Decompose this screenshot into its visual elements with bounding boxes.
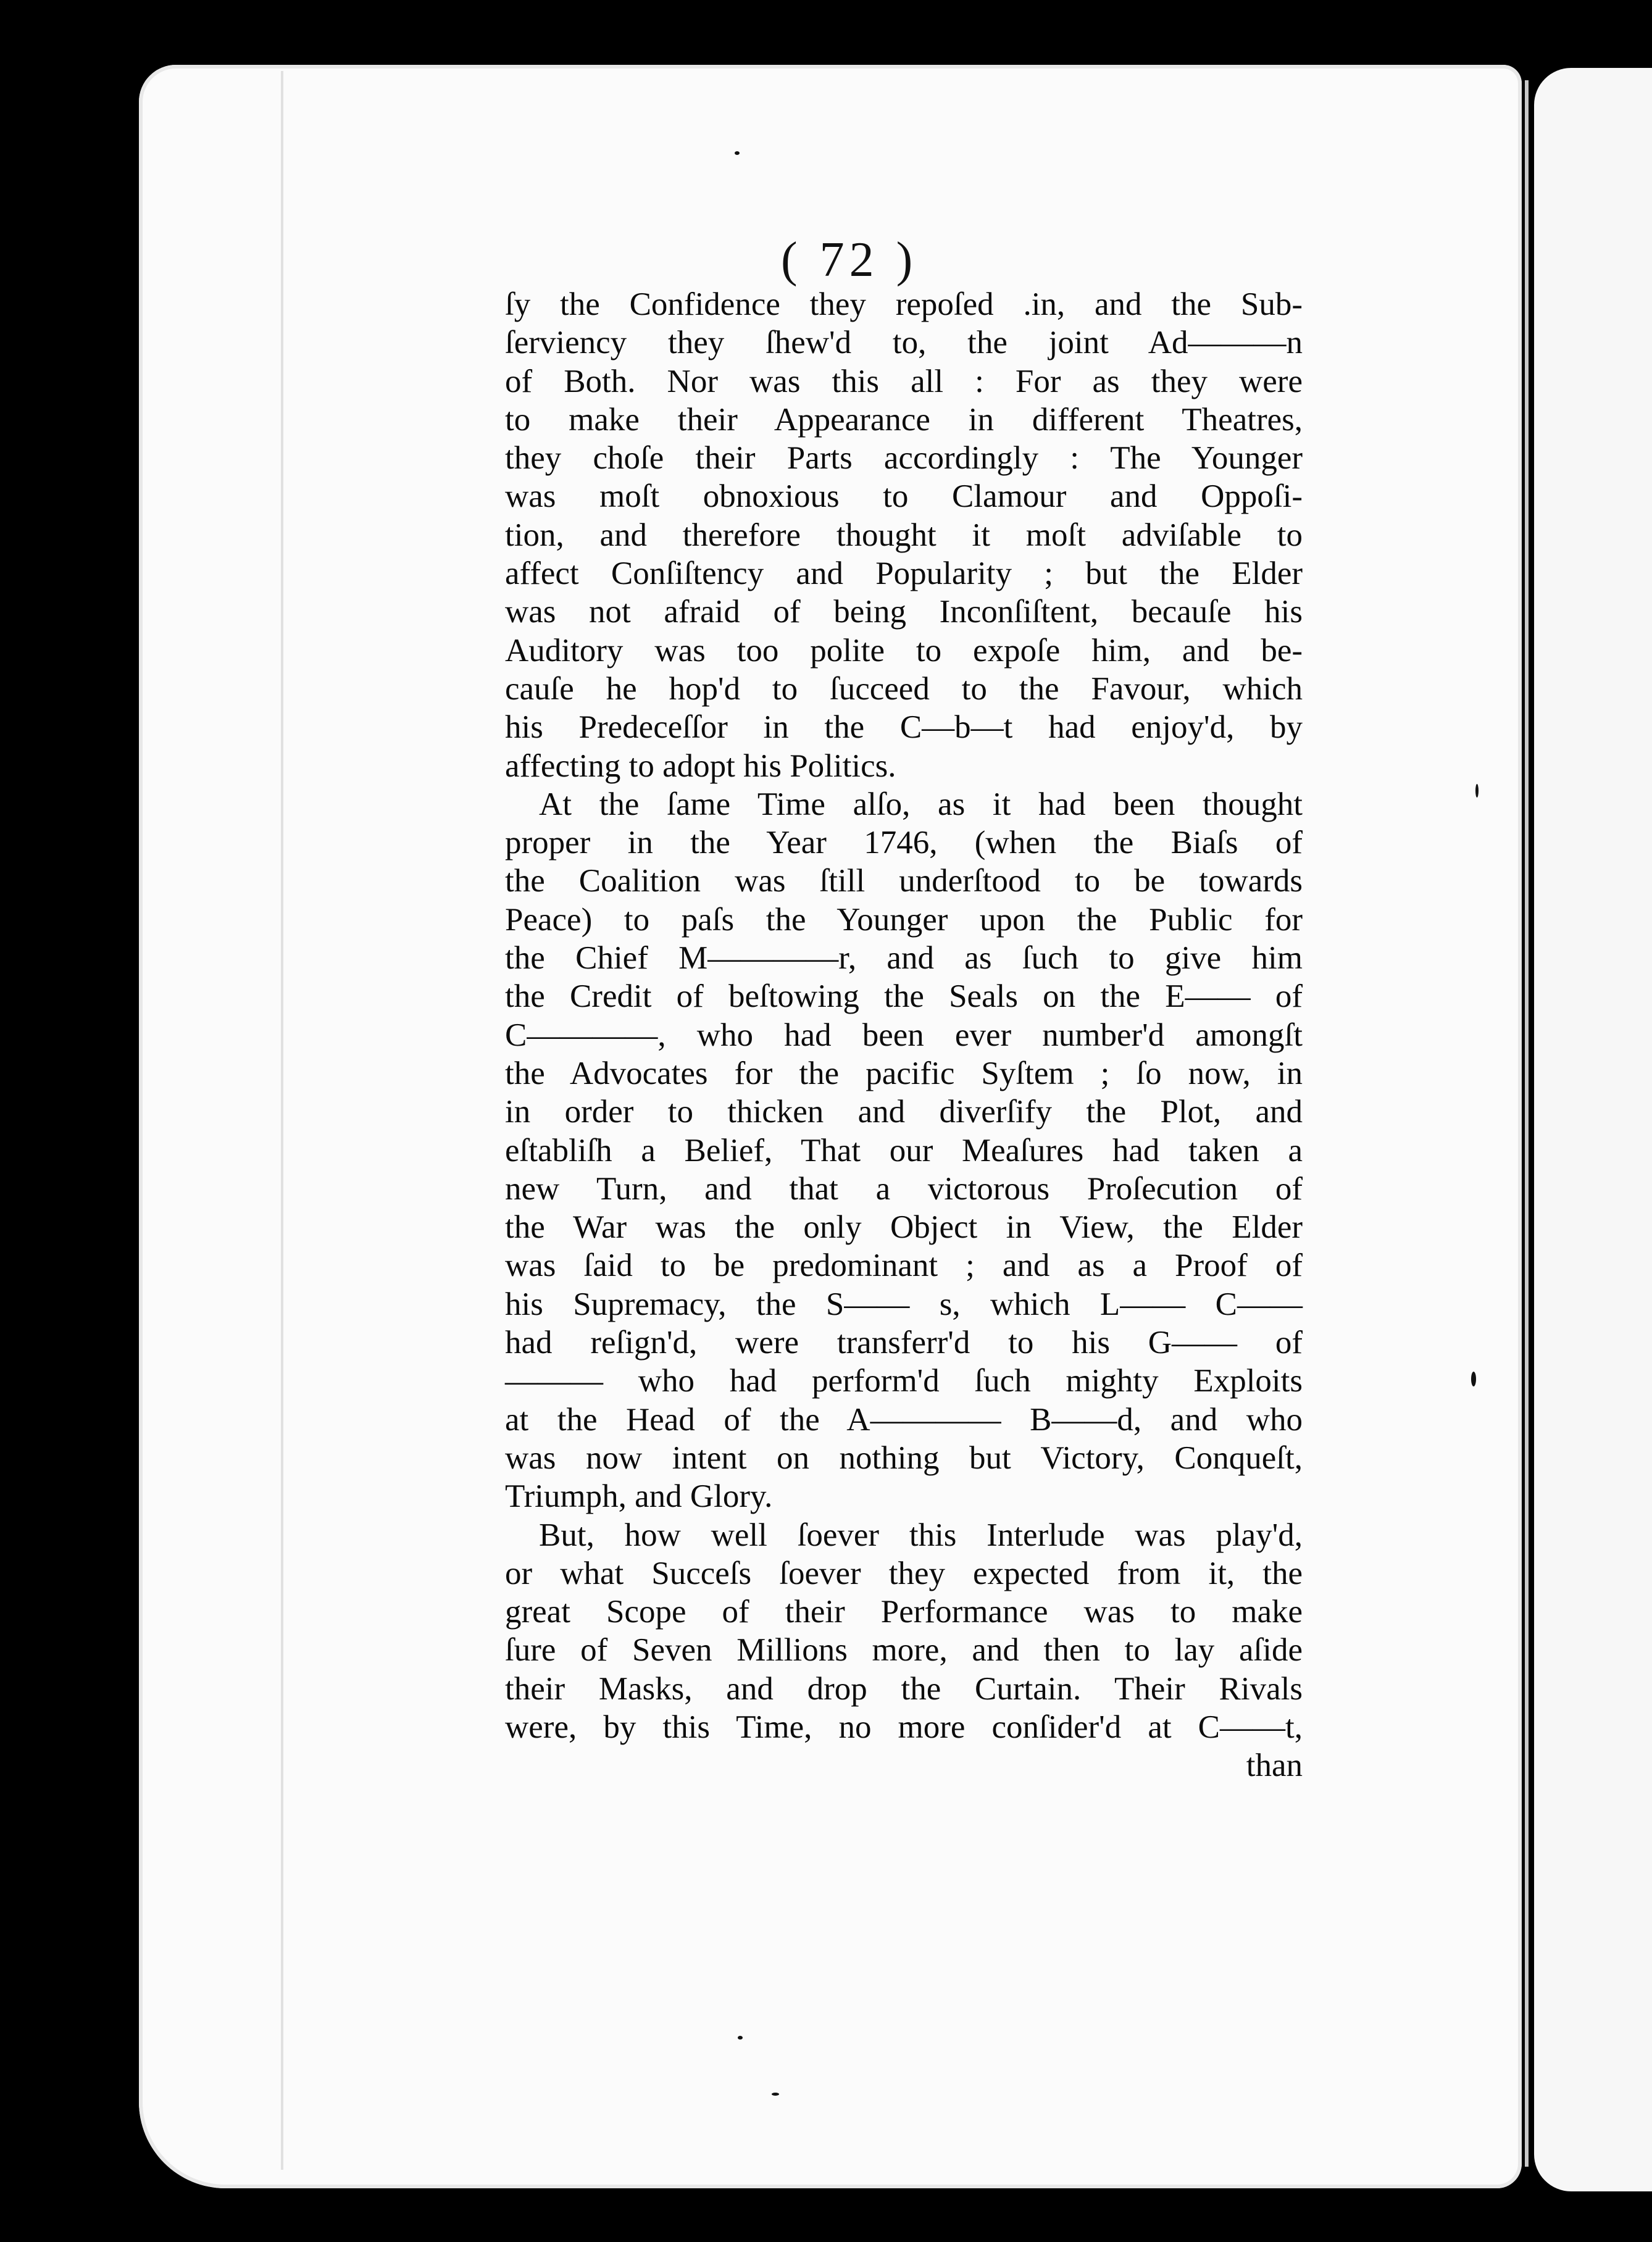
facing-page-edge [1534,68,1652,2191]
text-line: great Scope of their Performance was to make [505,1594,1303,1630]
body-text [505,285,1303,1785]
text-line: their Masks, and drop the Curtain. Their Rivals [505,1670,1303,1707]
text-line: But, how well ſoever this Interlude was play'd, [539,1517,1303,1553]
text-line: the War was the only Object in View, the Elder [505,1209,1303,1246]
page-number-header: ( 72 ) [781,233,918,287]
text-line: ſy the Confidence they repoſed .in, and the Sub- [505,286,1303,322]
text-line: in order to thicken and diverſify the Plot, and [505,1094,1303,1130]
text-line: the Chief M————r, and as ſuch to give him [505,940,1303,977]
text-line: his Supremacy, the S—— s, which L—— C—— [505,1286,1303,1322]
text-line: was now intent on nothing but Victory, Conqueſt, [505,1440,1303,1476]
text-line: Peace) to paſs the Younger upon the Public for [505,901,1303,938]
page-fold-shadow [281,71,302,2170]
text-line: was not afraid of being Inconſiſtent, becauſe his [505,594,1303,630]
ink-speck [1471,1372,1476,1386]
text-line: at the Head of the A———— B——d, and who [505,1401,1303,1438]
text-line: they choſe their Parts accordingly : The Younger [505,440,1303,477]
catchword: than [1246,1748,1303,1784]
text-line: or what Succeſs ſoever they expected from it, the [505,1555,1303,1591]
text-line: Triumph, and Glory. [505,1478,773,1515]
text-line: to make their Appearance in different Theatres, [505,401,1303,438]
text-line: had reſign'd, were transferr'd to his G—— of [505,1325,1303,1361]
text-line: the Advocates for the pacific Syſtem ; ſo now, in [505,1055,1303,1091]
text-line: tion, and therefore thought it moſt adviſable to [505,517,1303,553]
ink-speck [735,151,740,155]
text-line: ſure of Seven Millions more, and then to lay aſide [505,1632,1303,1669]
text-line: At the ſame Time alſo, as it had been thought [539,786,1303,822]
text-line: affect Conſiſtency and Popularity ; but the Elder [505,556,1303,592]
text-line: proper in the Year 1746, (when the Biaſs of [505,825,1303,861]
text-line: the Coalition was ſtill underſtood to be towards [505,863,1303,899]
text-line: the Credit of beſtowing the Seals on the E—— of [505,978,1303,1015]
text-line: affecting to adopt his Politics. [505,748,896,784]
text-line: cauſe he hop'd to ſucceed to the Favour, which [505,670,1303,707]
text-line: ſerviency they ſhew'd to, the joint Ad———n [505,325,1303,361]
text-line: eſtabliſh a Belief, That our Meaſures had taken a [505,1132,1303,1169]
ink-speck [1475,784,1479,798]
text-line: his Predeceſſor in the C—b—t had enjoy'd, by [505,709,1303,746]
text-line: was moſt obnoxious to Clamour and Oppoſi- [505,478,1303,515]
text-line: new Turn, and that a victorous Proſecution of [505,1170,1303,1207]
gutter-line [1525,80,1529,2167]
text-line: were, by this Time, no more conſider'd at C——t, [505,1709,1303,1745]
ink-speck [772,2093,779,2096]
text-line: ——— who had perform'd ſuch mighty Exploits [505,1363,1303,1399]
ink-speck [738,2036,743,2040]
text-line: C————, who had been ever number'd amongſt [505,1017,1303,1053]
text-line: Auditory was too polite to expoſe him, and be- [505,632,1303,669]
text-line: was ſaid to be predominant ; and as a Proof of [505,1248,1303,1284]
text-line: of Both. Nor was this all : For as they were [505,363,1303,399]
